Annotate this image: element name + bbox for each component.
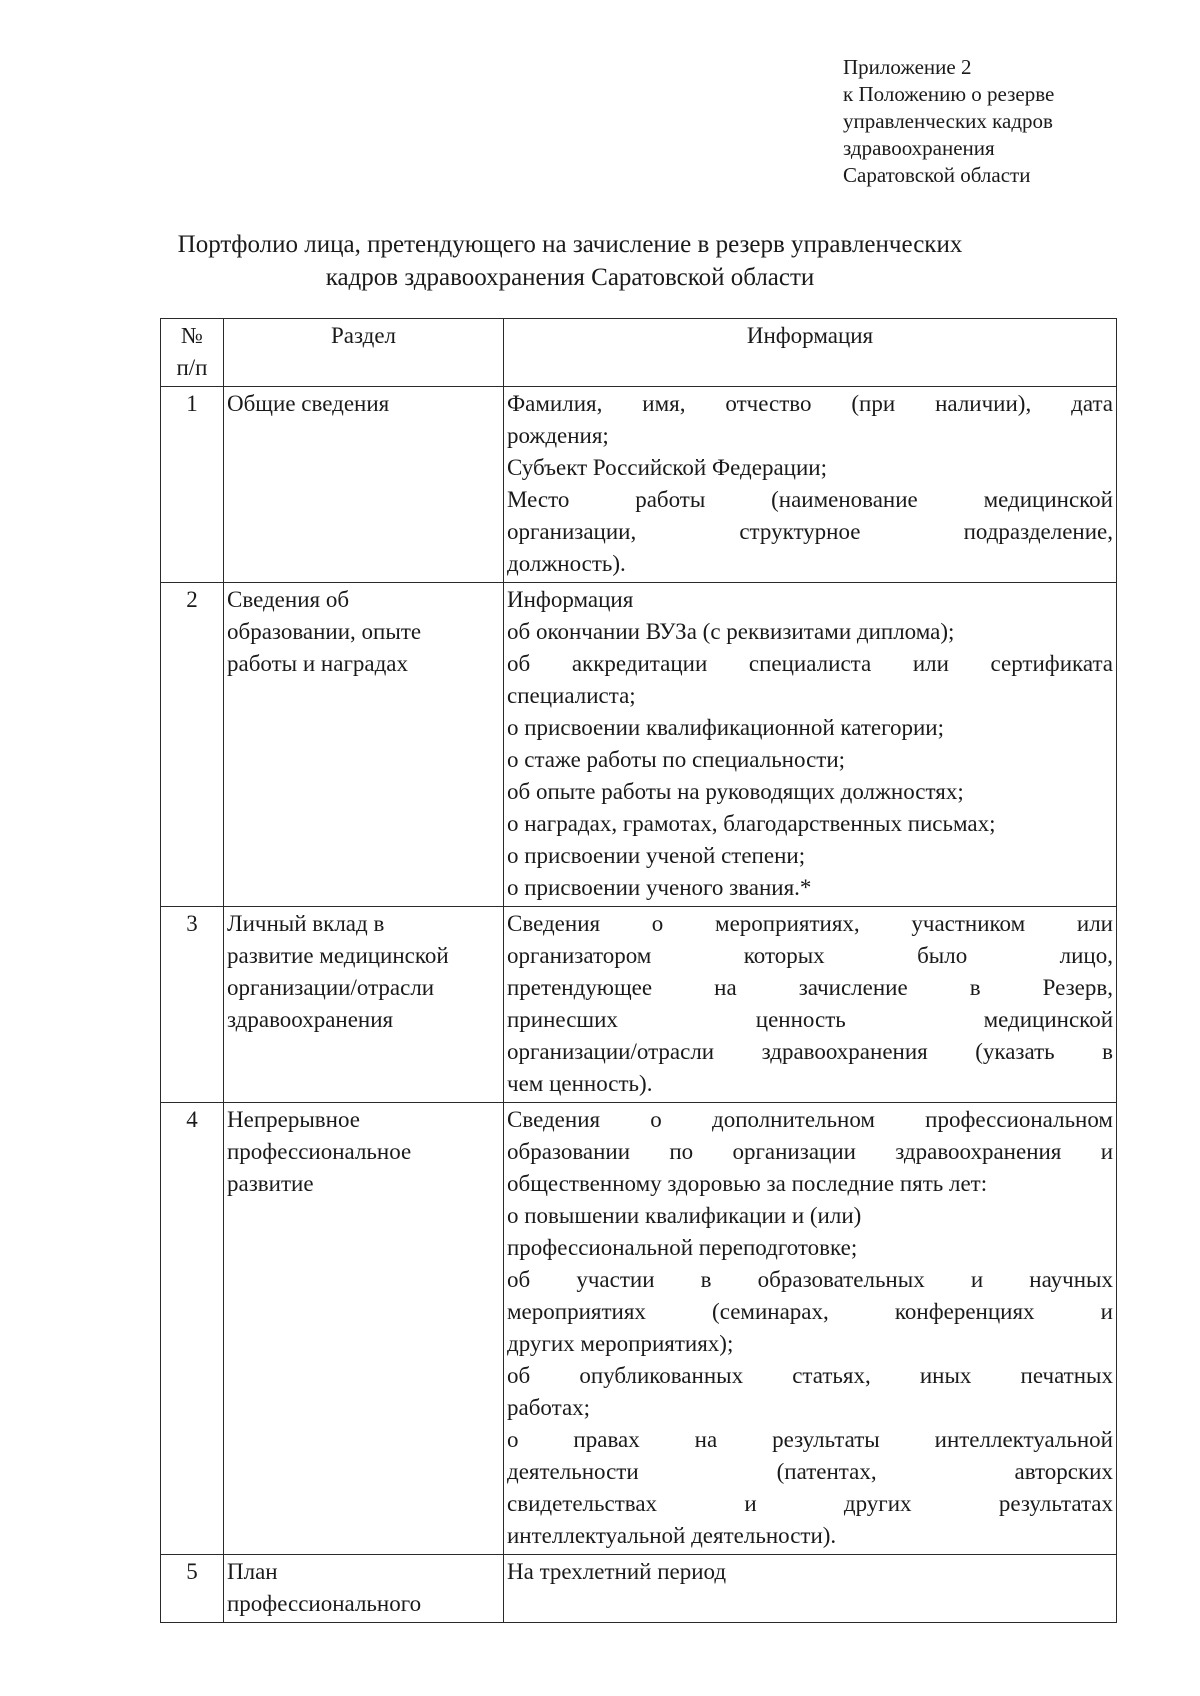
info-line: принесших ценность медицинской <box>507 1007 1113 1032</box>
info-line: об опубликованных статьях, иных печатных <box>507 1363 1113 1388</box>
header-number-symbol: № <box>181 323 203 348</box>
title-line: Портфолио лица, претендующего на зачисление в резерв управленческих <box>177 231 963 258</box>
section-line: профессиональное <box>227 1139 412 1164</box>
header-section: Раздел <box>224 319 504 387</box>
annex-block <box>843 54 1054 189</box>
table-row <box>161 583 1117 907</box>
section-line: развитие <box>227 1171 314 1196</box>
section-line: Общие сведения <box>227 391 390 416</box>
info-line: о присвоении квалификационной категории; <box>507 715 944 740</box>
annex-line: Приложение 2 <box>843 55 972 79</box>
portfolio-table <box>160 318 1117 1623</box>
row-section <box>224 907 504 1103</box>
row-info <box>504 1555 1117 1623</box>
info-line: образовании по организации здравоохранения и <box>507 1139 1113 1164</box>
info-line: об окончании ВУЗа (с реквизитами диплома); <box>507 619 955 644</box>
info-line: об аккредитации специалиста или сертификата <box>507 651 1113 676</box>
row-number: 3 <box>161 907 224 1103</box>
table-body <box>161 387 1117 1623</box>
info-line: о присвоении ученой степени; <box>507 843 806 868</box>
row-number: 4 <box>161 1103 224 1555</box>
row-number: 5 <box>161 1555 224 1623</box>
info-line: организации, структурное подразделение, <box>507 519 1113 544</box>
section-line: организации/отрасли <box>227 975 435 1000</box>
info-line: о присвоении ученого звания.* <box>507 875 812 900</box>
row-number: 1 <box>161 387 224 583</box>
info-line: Информация <box>507 587 634 612</box>
header-info: Информация <box>504 319 1117 387</box>
info-line: других мероприятиях); <box>507 1331 734 1356</box>
title-line: кадров здравоохранения Саратовской области <box>325 264 815 291</box>
info-line: Сведения о мероприятиях, участником или <box>507 911 1113 936</box>
annex-line: здравоохранения <box>843 136 995 160</box>
section-line: работы и наградах <box>227 651 408 676</box>
row-section <box>224 387 504 583</box>
section-line: План <box>227 1559 278 1584</box>
info-line: свидетельствах и других результатах <box>507 1491 1113 1516</box>
info-line: Сведения о дополнительном профессиональном <box>507 1107 1113 1132</box>
annex-line: управленческих кадров <box>843 109 1053 133</box>
info-line: о стаже работы по специальности; <box>507 747 846 772</box>
info-line: о наградах, грамотах, благодарственных письмах; <box>507 811 996 836</box>
table-row <box>161 907 1117 1103</box>
info-line: рождения; <box>507 423 609 448</box>
table-row <box>161 1555 1117 1623</box>
row-section <box>224 583 504 907</box>
info-line: организации/отрасли здравоохранения (указать в <box>507 1039 1113 1064</box>
row-info <box>504 907 1117 1103</box>
info-line: работах; <box>507 1395 591 1420</box>
info-line: профессиональной переподготовке; <box>507 1235 858 1260</box>
row-section <box>224 1555 504 1623</box>
table-header-row <box>161 319 1117 387</box>
info-line: должность). <box>507 551 626 576</box>
section-line: Личный вклад в <box>227 911 385 936</box>
section-line: профессионального <box>227 1591 422 1616</box>
info-line: Фамилия, имя, отчество (при наличии), дата <box>507 391 1113 416</box>
info-line: специалиста; <box>507 683 636 708</box>
info-line: чем ценность). <box>507 1071 653 1096</box>
info-line: Субъект Российской Федерации; <box>507 455 827 480</box>
info-line: общественному здоровью за последние пять лет: <box>507 1171 988 1196</box>
info-line: о повышении квалификации и (или) <box>507 1203 862 1228</box>
row-info <box>504 387 1117 583</box>
table-row <box>161 387 1117 583</box>
table-row <box>161 1103 1117 1555</box>
info-line: На трехлетний период <box>507 1559 727 1584</box>
annex-line: Саратовской области <box>843 163 1031 187</box>
info-line: мероприятиях (семинарах, конференциях и <box>507 1299 1113 1324</box>
row-info <box>504 583 1117 907</box>
info-line: об опыте работы на руководящих должностях; <box>507 779 964 804</box>
info-line: интеллектуальной деятельности). <box>507 1523 837 1548</box>
header-number <box>161 319 224 387</box>
row-section <box>224 1103 504 1555</box>
section-line: Непрерывное <box>227 1107 360 1132</box>
section-line: здравоохранения <box>227 1007 394 1032</box>
header-number-abbr: п/п <box>176 355 208 380</box>
row-number: 2 <box>161 583 224 907</box>
info-line: Место работы (наименование медицинской <box>507 487 1113 512</box>
info-line: претендующее на зачисление в Резерв, <box>507 975 1113 1000</box>
info-line: о правах на результаты интеллектуальной <box>507 1427 1113 1452</box>
info-line: организатором которых было лицо, <box>507 943 1113 968</box>
row-info <box>504 1103 1117 1555</box>
document-title <box>150 228 990 294</box>
info-line: об участии в образовательных и научных <box>507 1267 1113 1292</box>
section-line: образовании, опыте <box>227 619 422 644</box>
annex-line: к Положению о резерве <box>843 82 1055 106</box>
section-line: Сведения об <box>227 587 350 612</box>
section-line: развитие медицинской <box>227 943 449 968</box>
info-line: деятельности (патентах, авторских <box>507 1459 1113 1484</box>
